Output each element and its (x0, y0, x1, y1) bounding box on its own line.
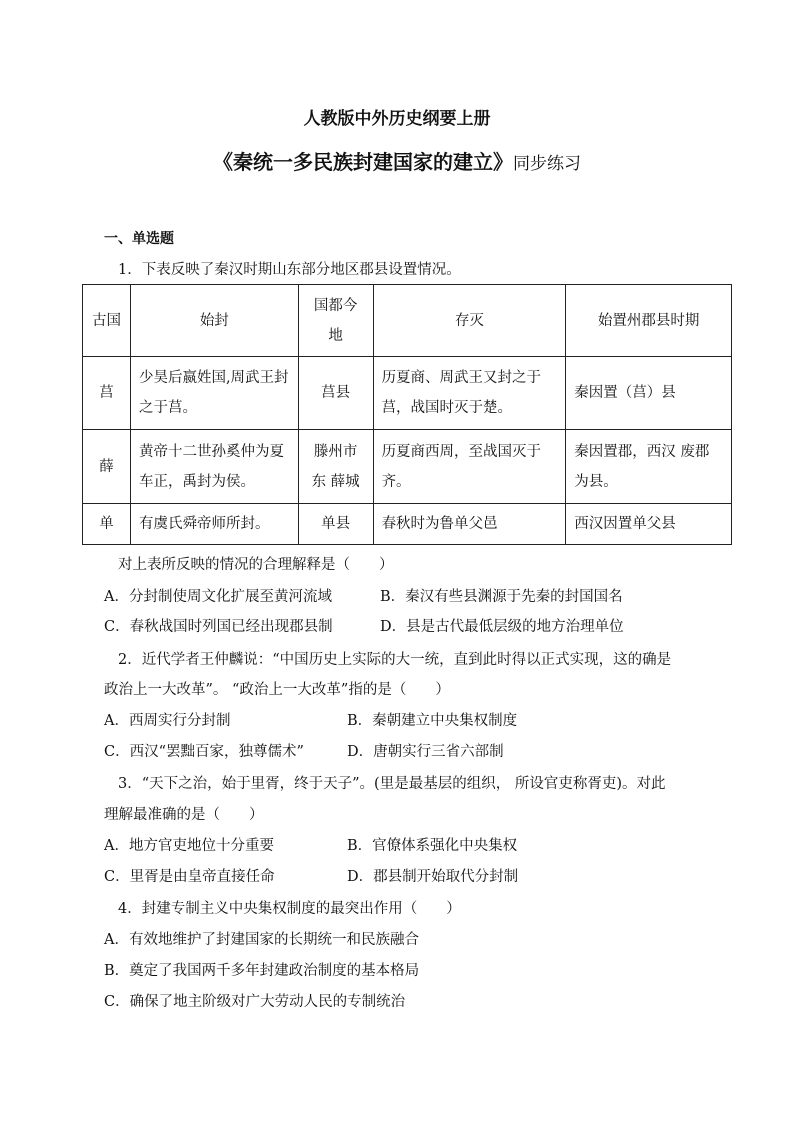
header-cell: 始封 (130, 285, 298, 357)
q2-option-c[interactable]: C．西汉“罢黜百家，独尊儒术” (104, 744, 304, 760)
table-cell: 单 (83, 504, 131, 545)
table-cell: 西汉因置单父县 (566, 504, 732, 545)
q3-option-a[interactable]: A．地方官吏地位十分重要 (104, 838, 274, 854)
q4-option-a[interactable]: A．有效地维护了封建国家的长期统一和民族融合 (104, 932, 419, 948)
table-cell: 滕州市东 薛城 (298, 430, 373, 504)
q3-option-b[interactable]: B．官僚体系强化中央集权 (347, 838, 518, 854)
q2-option-b[interactable]: B．秦朝建立中央集权制度 (347, 713, 518, 729)
q1-stem: 1．下表反映了秦汉时期山东部分地区郡县设置情况。 (118, 262, 461, 278)
table-header-row (83, 285, 732, 357)
q1-option-a[interactable]: A．分封制使周文化扩展至黄河流域 (104, 589, 332, 605)
q4-option-c[interactable]: C．确保了地主阶级对广大劳动人民的专制统治 (104, 994, 406, 1010)
table-cell: 历夏商、周武王又封之于莒，战国时灭于楚。 (373, 357, 566, 430)
subtitle-tail: 同步练习 (513, 154, 581, 174)
table-cell: 有虞氏舜帝师所封。 (130, 504, 298, 545)
document-title: 人教版中外历史纲要上册 (303, 109, 491, 129)
q2-stem-line2: 政治上一大改革”。 “政治上一大改革”指的是（ ） (104, 682, 450, 698)
table-cell: 少昊后嬴姓国,周武王封之于莒。 (130, 357, 298, 430)
q4-option-b[interactable]: B．奠定了我国两千多年封建政治制度的基本格局 (104, 963, 420, 979)
table-cell: 秦因置郡，西汉 废郡为县。 (566, 430, 732, 504)
q3-stem-line1: 3．“天下之治，始于里胥，终于天子”。(里是最基层的组织， 所设官吏称胥吏)。对此 (118, 776, 666, 792)
subtitle-main: 《秦统一多民族封建国家的建立》 (213, 150, 513, 174)
table-cell: 春秋时为鲁单父邑 (373, 504, 566, 545)
table-cell: 黄帝十二世孙奚仲为夏车正，禹封为侯。 (130, 430, 298, 504)
q1-option-d[interactable]: D．县是古代最低层级的地方治理单位 (380, 619, 624, 635)
header-cell: 古国 (83, 285, 131, 357)
table-row (83, 504, 732, 545)
header-cell: 存灭 (373, 285, 566, 357)
table-row (83, 357, 732, 430)
q1-option-b[interactable]: B．秦汉有些县渊源于先秦的封国国名 (380, 589, 623, 605)
table-cell: 薛 (83, 430, 131, 504)
q3-stem-line2: 理解最准确的是（ ） (104, 807, 264, 823)
q1-option-c[interactable]: C．春秋战国时列国已经出现郡县制 (104, 619, 333, 635)
q1-question: 对上表所反映的情况的合理解释是（ ） (118, 557, 394, 573)
document-subtitle (0, 146, 794, 175)
q2-option-a[interactable]: A．西周实行分封制 (104, 713, 231, 729)
q4-stem: 4．封建专制主义中央集权制度的最突出作用（ ） (118, 901, 461, 917)
table-cell: 秦因置（莒）县 (566, 357, 732, 430)
table-cell: 莒 (83, 357, 131, 430)
q2-option-d[interactable]: D．唐朝实行三省六部制 (347, 744, 504, 760)
header-cell: 始置州郡县时期 (566, 285, 732, 357)
header-cell: 国都今地 (298, 285, 373, 357)
table-cell: 莒县 (298, 357, 373, 430)
q3-option-d[interactable]: D．郡县制开始取代分封制 (347, 869, 519, 885)
table-cell: 单县 (298, 504, 373, 545)
q2-stem-line1: 2．近代学者王仲麟说：“中国历史上实际的大一统，直到此时得以正式实现，这的确是 (118, 652, 672, 668)
q3-option-c[interactable]: C．里胥是由皇帝直接任命 (104, 869, 275, 885)
table-row (83, 430, 732, 504)
section-heading: 一、单选题 (104, 231, 174, 247)
table-cell: 历夏商西周，至战国灭于齐。 (373, 430, 566, 504)
county-table (82, 284, 732, 545)
